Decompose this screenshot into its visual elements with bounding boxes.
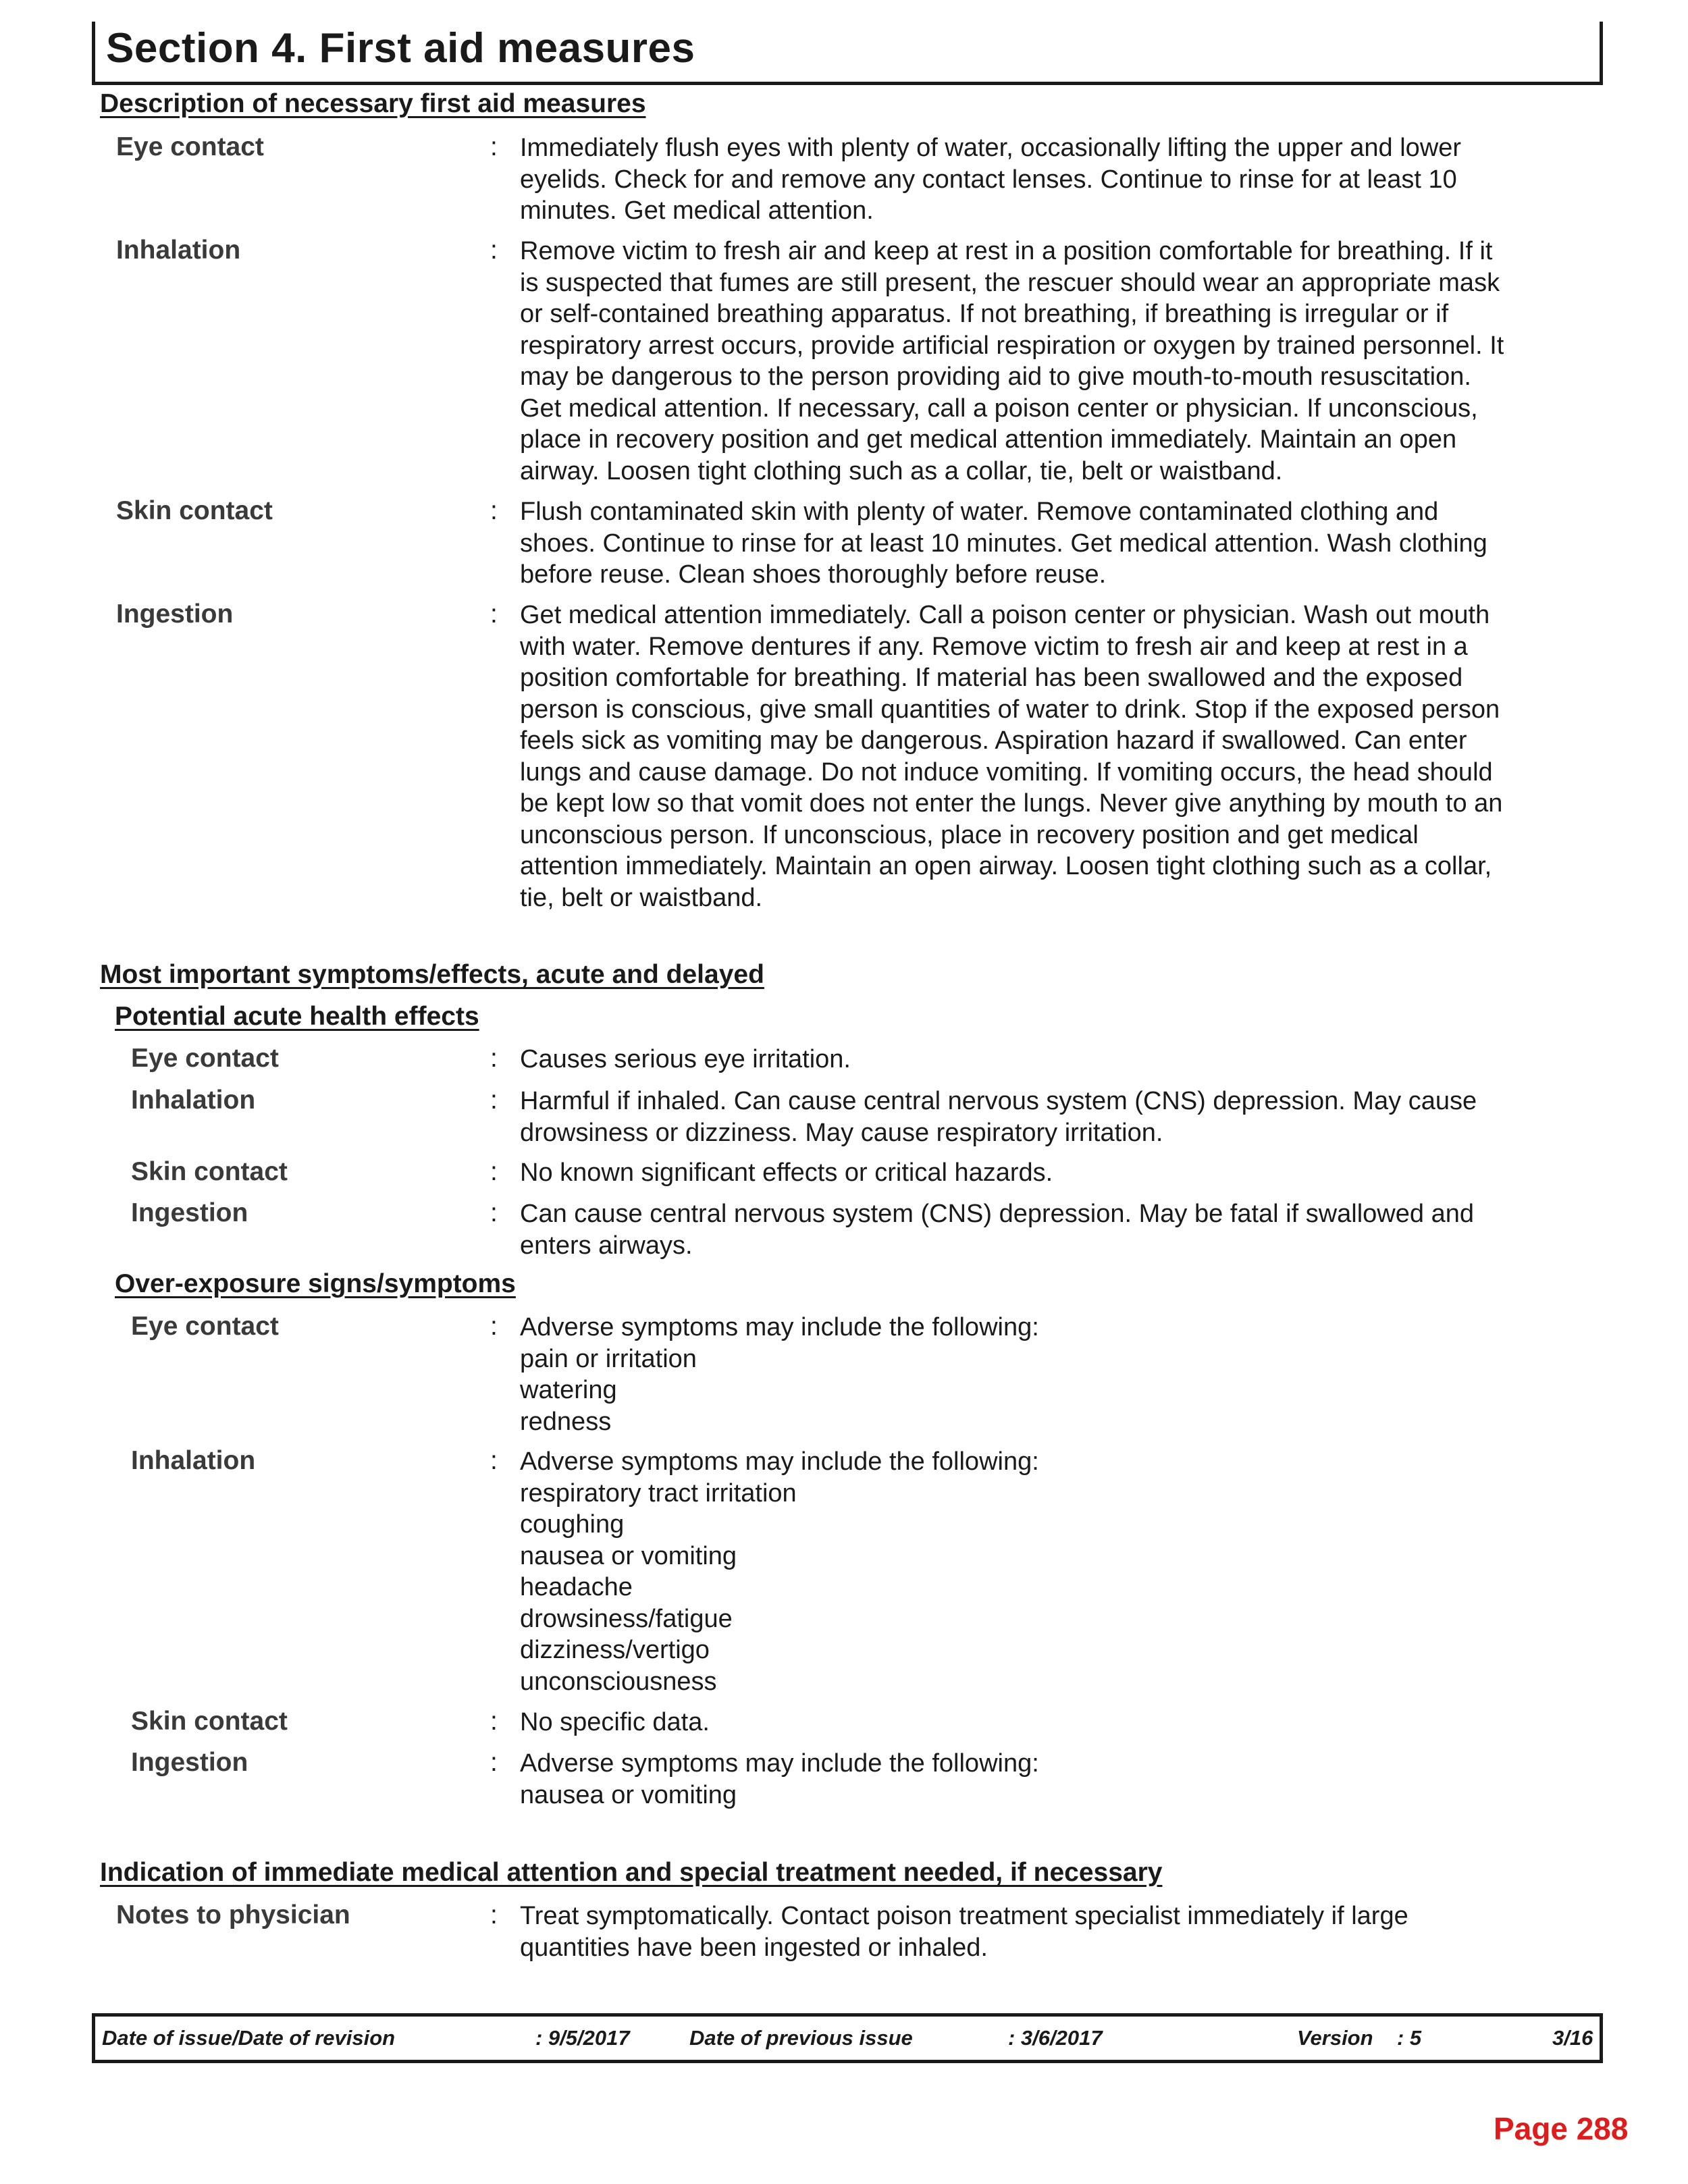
row-colon: : xyxy=(490,1086,498,1115)
issue-date-value: : 9/5/2017 xyxy=(535,2026,630,2050)
footer-page-number: 3/16 xyxy=(1552,2026,1593,2050)
row-text: No specific data. xyxy=(520,1708,710,1736)
symptoms-heading: Most important symptoms/effects, acute and delayed xyxy=(100,960,764,989)
row-label: Eye contact xyxy=(116,132,264,161)
page-footer xyxy=(92,2013,1603,2063)
row-text: Adverse symptoms may include the following: nausea or vomiting xyxy=(520,1749,1039,1809)
row-label: Eye contact xyxy=(131,1044,279,1073)
previous-issue-value: : 3/6/2017 xyxy=(1008,2026,1103,2050)
row-text: Flush contaminated skin with plenty of water. Remove contaminated clothing and shoes. Continue to rinse for at least 10 minutes. Get medical attention. Wash clothing before reuse. Clean shoes thoroughly before reuse. xyxy=(520,498,1487,589)
row-text: Can cause central nervous system (CNS) depression. May be fatal if swallowed and enters airways. xyxy=(520,1200,1474,1260)
row-label: Notes to physician xyxy=(116,1900,350,1929)
acute-effects-heading: Potential acute health effects xyxy=(115,1002,479,1031)
row-text: Get medical attention immediately. Call a poison center or physician. Wash out mouth with water. Remove dentures if any. Remove victim to fresh air and keep at rest in a position comfortable for breathing. If material has been swallowed and the exposed person is conscious, give small quantities of water to drink. Stop if the exposed person feels sick as vomiting may be dangerous. Aspiration hazard if swallowed. Can enter lungs and cause damage. Do not induce vomiting. If vomiting occurs, the head should be kept low so that vomit does not enter the lungs. Never give anything by mouth to an unconscious person. If unconscious, place in recovery position and get medical attention immediately. Maintain an open airway. Loosen tight clothing such as a collar, tie, belt or waistband. xyxy=(520,601,1503,912)
version-value: : 5 xyxy=(1397,2026,1422,2050)
page-stamp: Page 288 xyxy=(1494,2111,1629,2146)
issue-date-label: Date of issue/Date of revision xyxy=(102,2026,396,2050)
row-label: Inhalation xyxy=(131,1446,256,1475)
row-colon: : xyxy=(490,1748,498,1777)
section-title: Section 4. First aid measures xyxy=(106,25,695,72)
row-colon: : xyxy=(490,1446,498,1475)
row-colon: : xyxy=(490,496,498,525)
first-aid-heading: Description of necessary first aid measures xyxy=(100,89,646,118)
row-colon: : xyxy=(490,132,498,161)
row-label: Ingestion xyxy=(131,1198,248,1227)
previous-issue-label: Date of previous issue xyxy=(689,2026,913,2050)
row-text: Treat symptomatically. Contact poison treatment specialist immediately if large quantities have been ingested or inhaled. xyxy=(520,1902,1408,1962)
version-label: Version xyxy=(1297,2026,1373,2050)
indication-heading: Indication of immediate medical attention and special treatment needed, if necessary xyxy=(100,1858,1163,1887)
row-text: No known significant effects or critical hazards. xyxy=(520,1158,1053,1187)
row-colon: : xyxy=(490,1900,498,1929)
row-label: Inhalation xyxy=(131,1086,256,1115)
row-colon: : xyxy=(490,1044,498,1073)
row-colon: : xyxy=(490,1312,498,1341)
row-text: Adverse symptoms may include the following: respiratory tract irritation coughing nausea or vomiting headache drowsiness/fatigue dizziness/vertigo unconsciousness xyxy=(520,1447,1039,1696)
row-colon: : xyxy=(490,236,498,265)
row-colon: : xyxy=(490,1707,498,1736)
row-label: Ingestion xyxy=(116,600,234,629)
row-text: Remove victim to fresh air and keep at rest in a position comfortable for breathing. If it is suspected that fumes are still present, the rescuer should wear an appropriate mask or self-contained breathing apparatus. If not breathing, if breathing is irregular or if respiratory arrest occurs, provide artificial respiration or oxygen by trained personnel. It may be dangerous to the person providing aid to give mouth-to-mouth resuscitation. Get medical attention. If necessary, call a poison center or physician. If unconscious, place in recovery position and get medical attention immediately. Maintain an open airway. Loosen tight clothing such as a collar, tie, belt or waistband. xyxy=(520,237,1504,485)
section-header-box xyxy=(92,22,1603,85)
row-text: Adverse symptoms may include the following: pain or irritation watering redness xyxy=(520,1313,1039,1436)
row-colon: : xyxy=(490,1157,498,1186)
row-colon: : xyxy=(490,1198,498,1227)
row-text: Immediately flush eyes with plenty of water, occasionally lifting the upper and lower eyelids. Check for and remove any contact lenses. Continue to rinse for at least 10 minutes. Get medical attention. xyxy=(520,134,1462,225)
row-label: Eye contact xyxy=(131,1312,279,1341)
row-label: Ingestion xyxy=(131,1748,248,1777)
row-colon: : xyxy=(490,600,498,629)
row-label: Skin contact xyxy=(131,1707,288,1736)
row-label: Inhalation xyxy=(116,236,241,265)
row-label: Skin contact xyxy=(116,496,273,525)
overexposure-heading: Over-exposure signs/symptoms xyxy=(115,1269,516,1298)
row-text: Harmful if inhaled. Can cause central nervous system (CNS) depression. May cause drowsiness or dizziness. May cause respiratory irritation. xyxy=(520,1087,1477,1147)
row-label: Skin contact xyxy=(131,1157,288,1186)
row-text: Causes serious eye irritation. xyxy=(520,1045,851,1073)
